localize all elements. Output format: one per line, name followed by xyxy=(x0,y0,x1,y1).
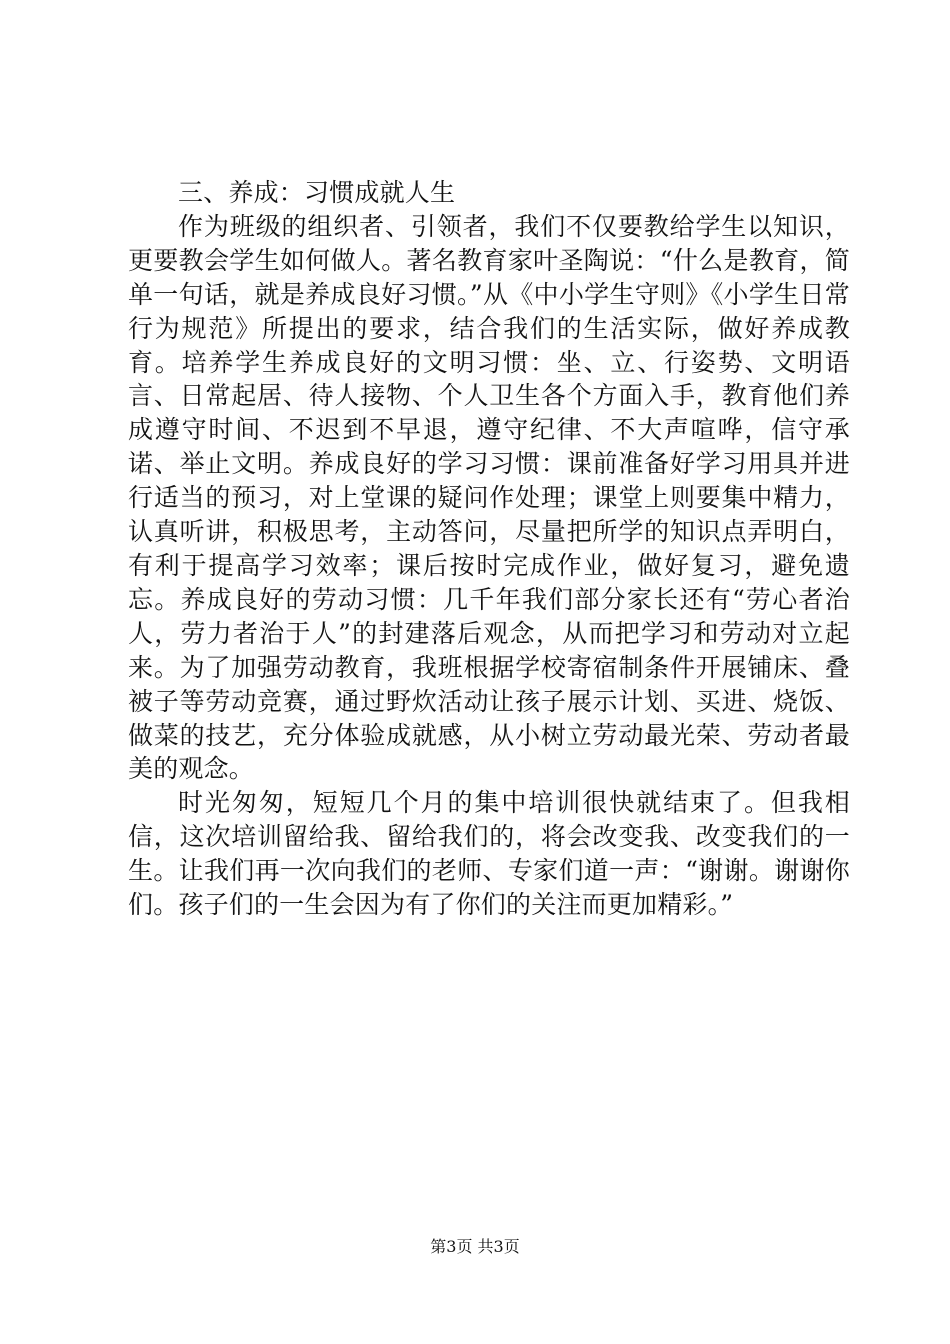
section-heading: 三、养成：习惯成就人生 xyxy=(178,178,456,207)
page-footer: 第3页 共3页 xyxy=(430,1237,520,1256)
body-paragraph-2: 时光匆匆，短短几个月的集中培训很快就结束了。但我相信，这次培训留给我、留给我们的，将会改变我、改变我们的一生。让我们再一次向我们的老师、专家们道一声：“谢谢。谢谢你们。孩子们的一生会因为有了你们的关注而更加精彩。” xyxy=(128,788,850,920)
document-body xyxy=(128,176,850,922)
body-paragraph-1: 作为班级的组织者、引领者，我们不仅要教给学生以知识，更要教会学生如何做人。著名教育家叶圣陶说：“什么是教育，简单一句话，就是养成良好习惯。”从《中小学生守则》《小学生日常行为规范》所提出的要求，结合我们的生活实际，做好养成教育。培养学生养成良好的文明习惯：坐、立、行姿势、文明语言、日常起居、待人接物、个人卫生各个方面入手，教育他们养成遵守时间、不迟到不早退，遵守纪律、不大声喧哗，信守承诺、举止文明。养成良好的学习习惯：课前准备好学习用具并进行适当的预习，对上堂课的疑问作处理；课堂上则要集中精力，认真听讲，积极思考，主动答问，尽量把所学的知识点弄明白，有利于提高学习效率；课后按时完成作业，做好复习，避免遗忘。养成良好的劳动习惯：几千年我们部分家长还有“劳心者治人，劳力者治于人”的封建落后观念，从而把学习和劳动对立起来。为了加强劳动教育，我班根据学校寄宿制条件开展铺床、叠被子等劳动竞赛，通过野炊活动让孩子展示计划、买进、烧饭、做菜的技艺，充分体验成就感，从小树立劳动最光荣、劳动者最美的观念。 xyxy=(128,211,850,784)
